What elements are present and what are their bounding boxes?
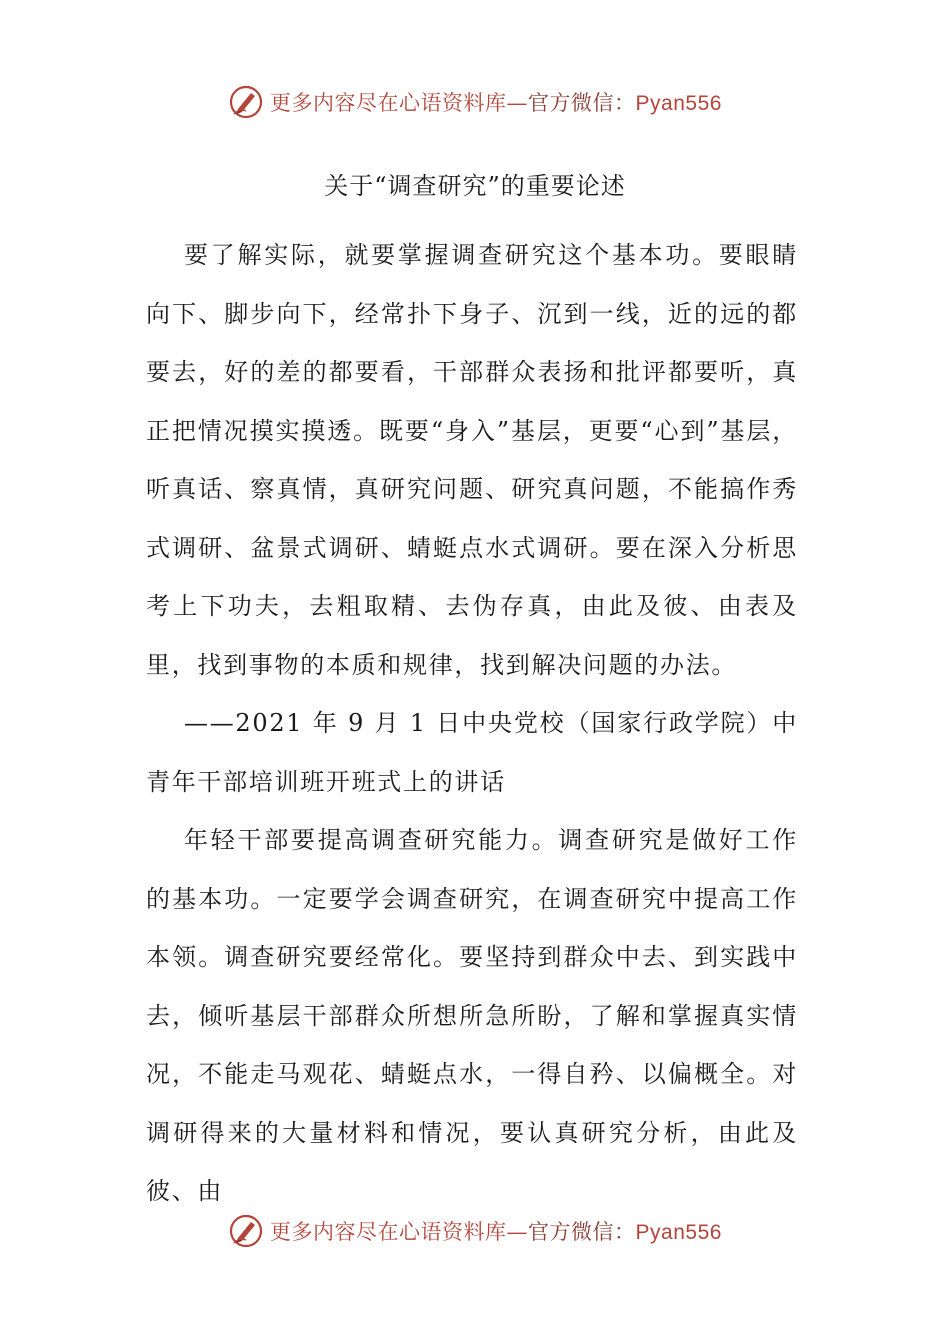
paragraph-1: 要了解实际，就要掌握调查研究这个基本功。要眼睛向下、脚步向下，经常扑下身子、沉到一线，近的远的都要去，好的差的都要看，干部群众表扬和批评都要听，真正把情况摸实摸透。既要“身入”基层，更要“心到”基层，听真话、察真情，真研究问题、研究真问题，不能搞作秀式调研、盆景式调研、蜻蜓点水式调研。要在深入分析思考上下功夫，去粗取精、去伪存真，由此及彼、由表及里，找到事物的本质和规律，找到解决问题的办法。 [146, 241, 798, 679]
banner-wechat-id: Pyan556 [635, 92, 722, 115]
pen-logo-icon [228, 84, 264, 120]
banner-text [270, 1216, 722, 1246]
banner-site-text: 更多内容尽在心语资料库— [270, 91, 529, 115]
paragraph-source: ——2021 年 9 月 1 日中央党校（国家行政学院）中青年干部培训班开班式上的讲话 [146, 709, 798, 796]
banner-wechat-id: Pyan556 [635, 1221, 722, 1244]
document-title: 关于“调查研究”的重要论述 [324, 172, 626, 200]
document-body [146, 226, 798, 1221]
banner-site-text: 更多内容尽在心语资料库— [270, 1220, 529, 1244]
banner-wechat-label: 官方微信： [528, 91, 636, 115]
banner-wechat-label: 官方微信： [528, 1220, 636, 1244]
paragraph-2: 年轻干部要提高调查研究能力。调查研究是做好工作的基本功。一定要学会调查研究，在调查研究中提高工作本领。调查研究要经常化。要坚持到群众中去、到实践中去，倾听基层干部群众所想所急所盼，了解和掌握真实情况，不能走马观花、蜻蜓点水，一得自矜、以偏概全。对调研得来的大量材料和情况，要认真研究分析，由此及彼、由 [146, 826, 798, 1205]
header-banner [0, 80, 950, 124]
pen-logo-icon [228, 1213, 264, 1249]
banner-text [270, 87, 722, 117]
footer-banner [0, 1209, 950, 1253]
